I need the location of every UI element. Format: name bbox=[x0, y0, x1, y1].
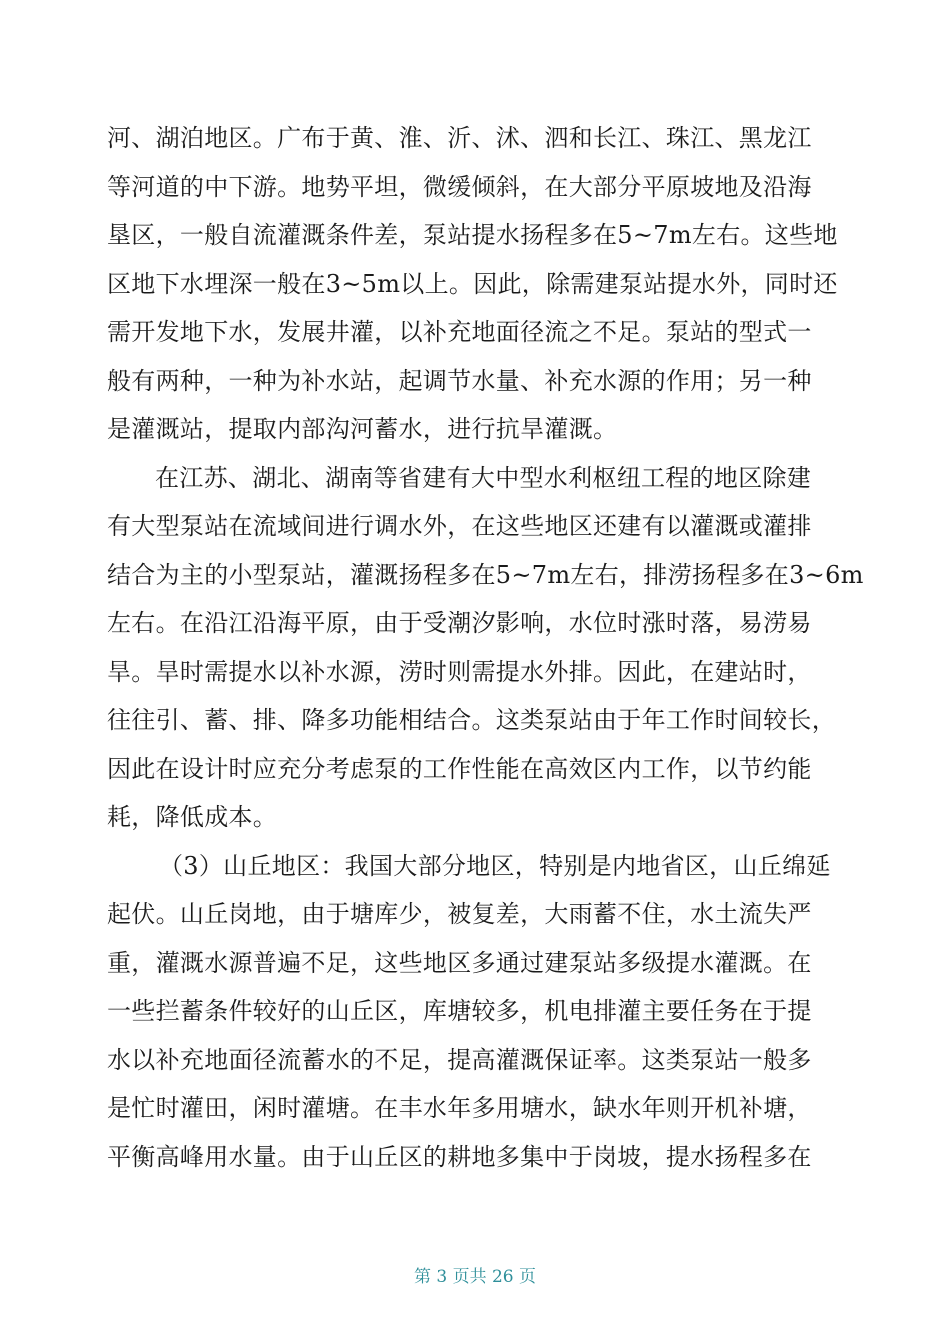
text-line: 等河道的中下游。地势平坦，微缓倾斜，在大部分平原坡地及沿海 bbox=[107, 172, 812, 201]
text-line: 河、湖泊地区。广布于黄、淮、沂、沭、泗和长江、珠江、黑龙江 bbox=[107, 124, 812, 152]
text-line: 区地下水埋深一般在3~5m以上。因此，除需建泵站提水外，同时还 bbox=[107, 269, 838, 298]
text-line: 因此在设计时应充分考虑泵的工作性能在高效区内工作，以节约能 bbox=[107, 754, 812, 783]
text-line: 旱。旱时需提水以补水源，涝时则需提水外排。因此，在建站时， bbox=[107, 657, 812, 686]
text-line: 有大型泵站在流域间进行调水外，在这些地区还建有以灌溉或灌排 bbox=[107, 512, 812, 540]
text-line: 在江苏、湖北、湖南等省建有大中型水利枢纽工程的地区除建 bbox=[155, 463, 812, 492]
text-line: 左右。在沿江沿海平原，由于受潮汐影响，水位时涨时落，易涝易 bbox=[107, 609, 812, 637]
text-line: 是忙时灌田，闲时灌塘。在丰水年多用塘水，缺水年则开机补塘， bbox=[107, 1094, 812, 1122]
text-line: 重，灌溉水源普遍不足，这些地区多通过建泵站多级提水灌溉。在 bbox=[107, 948, 812, 977]
text-line: 起伏。山丘岗地，由于塘库少，被复差，大雨蓄不住，水土流失严 bbox=[107, 900, 812, 928]
text-line: 一些拦蓄条件较好的山丘区，库塘较多，机电排灌主要任务在于提 bbox=[107, 997, 812, 1025]
text-line: 是灌溉站，提取内部沟河蓄水，进行抗旱灌溉。 bbox=[107, 415, 618, 443]
text-line: 垦区，一般自流灌溉条件差，泵站提水扬程多在5~7m左右。这些地 bbox=[107, 221, 838, 249]
text-line: 平衡高峰用水量。由于山丘区的耕地多集中于岗坡，提水扬程多在 bbox=[107, 1142, 812, 1171]
text-line: 般有两种，一种为补水站，起调节水量、补充水源的作用；另一种 bbox=[107, 366, 812, 395]
page-footer: 第 3 页共 26 页 bbox=[413, 1267, 537, 1287]
text-line: 往往引、蓄、排、降多功能相结合。这类泵站由于年工作时间较长， bbox=[107, 706, 836, 734]
text-line: （3）山丘地区：我国大部分地区，特别是内地省区，山丘绵延 bbox=[159, 851, 831, 880]
text-line: 需开发地下水，发展井灌，以补充地面径流之不足。泵站的型式一 bbox=[107, 318, 812, 346]
text-line: 耗，降低成本。 bbox=[107, 803, 278, 831]
text-line: 水以补充地面径流蓄水的不足，提高灌溉保证率。这类泵站一般多 bbox=[107, 1045, 812, 1074]
body-text bbox=[107, 114, 864, 1181]
text-line: 结合为主的小型泵站，灌溉扬程多在5~7m左右，排涝扬程多在3~6m bbox=[107, 560, 864, 589]
